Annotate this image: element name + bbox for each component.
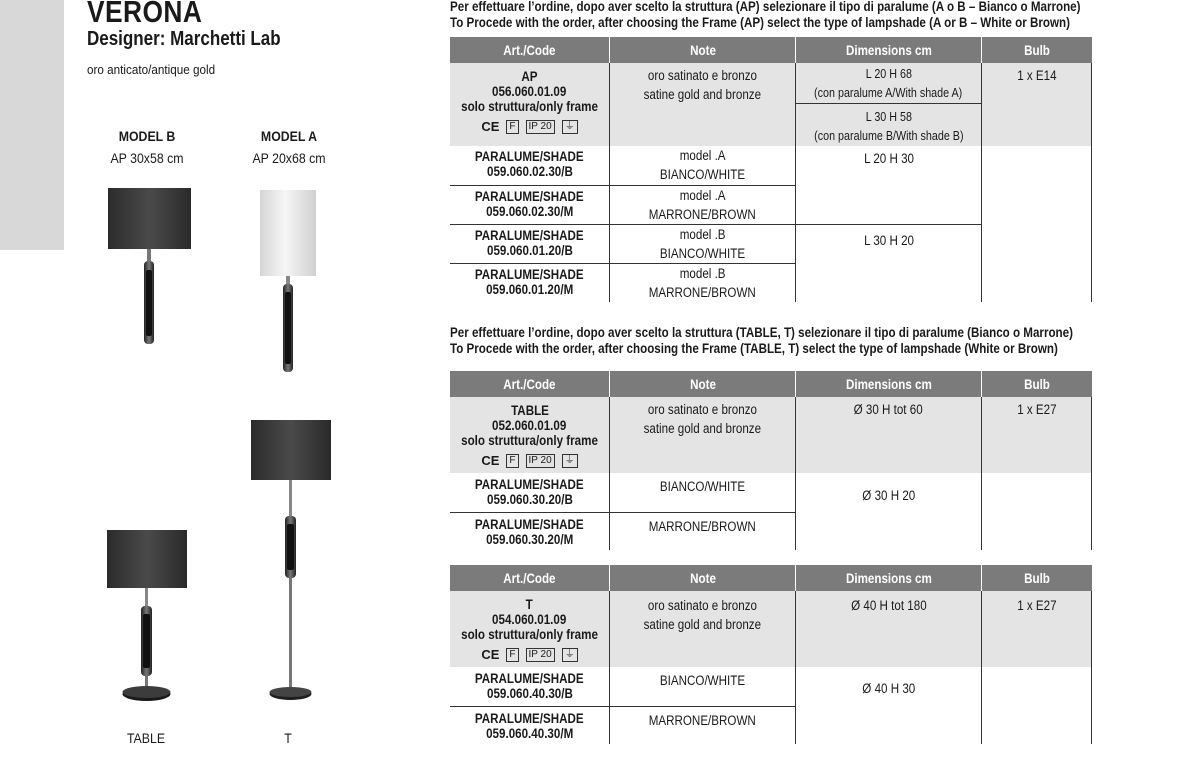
- ground-icon: ⏚: [562, 454, 578, 468]
- shade-note-cell: model .B BIANCO/WHITE: [610, 224, 796, 263]
- col-header-code: Art./Code: [450, 565, 610, 591]
- table-row: [450, 397, 1092, 473]
- side-tab: [0, 0, 64, 250]
- cert-icons: [450, 117, 609, 136]
- col-header-bulb: Bulb: [982, 371, 1092, 397]
- frame-code-cell: TABLE 052.060.01.09 solo struttura/only frame CE F IP 20 ⏚: [450, 397, 610, 473]
- col-header-code: Art./Code: [450, 37, 610, 63]
- ground-icon: ⏚: [562, 120, 578, 134]
- ce-mark-icon: CE: [481, 119, 500, 134]
- shade-bulb-cell: [982, 473, 1092, 550]
- shade-dimension: Ø 30 H 20: [796, 473, 982, 550]
- ip20-icon: IP 20: [526, 454, 555, 468]
- shade-dimension: Ø 40 H 30: [796, 667, 982, 744]
- shade-code-cell: PARALUME/SHADE 059.060.02.30/B: [450, 146, 610, 185]
- table-caption: TABLE: [126, 730, 166, 746]
- shade-code-cell: PARALUME/SHADE 059.060.40.30/M: [450, 706, 610, 744]
- designer-label: Designer: Marchetti Lab: [87, 28, 281, 50]
- frame-name: AP: [521, 69, 538, 84]
- shade-dimension-b: L 30 H 20: [796, 224, 982, 302]
- cert-icons: [450, 451, 609, 470]
- frame-note-cell: oro satinato e bronzo satine gold and bronze: [610, 397, 796, 473]
- shade-note-cell: BIANCO/WHITE: [610, 667, 796, 706]
- ce-mark-icon: CE: [481, 647, 500, 662]
- frame-code-cell: T 054.060.01.09 solo struttura/only frame CE F IP 20 ⏚: [450, 591, 610, 667]
- shade-note-cell: model .A MARRONE/BROWN: [610, 185, 796, 224]
- instructions-table-it: Per effettuare l’ordine, dopo aver scelto la struttura (TABLE, T) selezionare il tipo di paralume (Bianco o Marrone): [450, 325, 1073, 340]
- table-row: [450, 667, 1092, 706]
- frame-dimension-b: L 30 H 58 (con paralume B/With shade B): [796, 104, 982, 147]
- col-header-note: Note: [610, 37, 796, 63]
- page-title: VERONA: [87, 0, 203, 29]
- frame-subtitle: solo struttura/only frame: [461, 99, 598, 114]
- table-row: [450, 63, 1092, 104]
- model-a-name: MODEL A: [260, 128, 318, 144]
- frame-dimension: Ø 30 H tot 60: [796, 397, 982, 473]
- instructions-ap-en: To Procede with the order, after choosing the Frame (AP) select the type of lampshade (A or B – White or Brown): [450, 15, 1070, 30]
- f-mark-icon: F: [506, 454, 518, 468]
- shade-code-cell: PARALUME/SHADE 059.060.02.30/M: [450, 185, 610, 224]
- table-header-row: [450, 371, 1092, 397]
- spec-table-ap: [450, 37, 1092, 302]
- table-header-row: [450, 37, 1092, 63]
- table-row: [450, 591, 1092, 667]
- shade-code-cell: PARALUME/SHADE 059.060.40.30/B: [450, 667, 610, 706]
- model-a-size: AP 20x68 cm: [252, 150, 326, 166]
- frame-note-cell: oro satinato e bronzo satine gold and bronze: [610, 591, 796, 667]
- shade-note-cell: model .A BIANCO/WHITE: [610, 146, 796, 185]
- shade-note-cell: BIANCO/WHITE: [610, 473, 796, 512]
- frame-dimension: Ø 40 H tot 180: [796, 591, 982, 667]
- ip20-icon: IP 20: [526, 648, 555, 662]
- shade-bulb-cell: [982, 146, 1092, 302]
- col-header-dimensions: Dimensions cm: [796, 371, 982, 397]
- spec-table-t: [450, 565, 1092, 744]
- instructions-table-en: To Procede with the order, after choosing the Frame (TABLE, T) select the type of lampshade (White or Brown): [450, 341, 1058, 356]
- model-a-lamp-image: [254, 188, 324, 378]
- table-lamp-image: [100, 528, 195, 708]
- model-b-lamp-image: [100, 188, 200, 348]
- frame-code-cell: [450, 63, 610, 146]
- ce-mark-icon: CE: [481, 453, 500, 468]
- frame-bulb-cell: 1 x E27: [982, 397, 1092, 473]
- table-row: [450, 473, 1092, 512]
- t-floor-lamp-image: [245, 418, 335, 708]
- col-header-note: Note: [610, 565, 796, 591]
- instructions-table: [450, 325, 1073, 357]
- shade-note-cell: model .B MARRONE/BROWN: [610, 263, 796, 302]
- col-header-code: Art./Code: [450, 371, 610, 397]
- model-b-name: MODEL B: [118, 128, 176, 144]
- col-header-dimensions: Dimensions cm: [796, 37, 982, 63]
- frame-bulb-cell: 1 x E27: [982, 591, 1092, 667]
- instructions-ap-it: Per effettuare l’ordine, dopo aver scelto la struttura (AP) selezionare il tipo di paralume (A o B – Bianco o Marrone): [450, 0, 1081, 14]
- col-header-note: Note: [610, 371, 796, 397]
- instructions-ap: [450, 0, 1081, 31]
- model-b-size: AP 30x58 cm: [110, 150, 184, 166]
- finish-label: oro anticato/antique gold: [87, 62, 216, 77]
- shade-code-cell: PARALUME/SHADE 059.060.30.20/B: [450, 473, 610, 512]
- f-mark-icon: F: [506, 648, 518, 662]
- ground-icon: ⏚: [562, 648, 578, 662]
- shade-dimension-a: L 20 H 30: [796, 146, 982, 224]
- shade-note-cell: MARRONE/BROWN: [610, 512, 796, 550]
- cert-icons: [450, 645, 609, 664]
- shade-note-cell: MARRONE/BROWN: [610, 706, 796, 744]
- t-caption: T: [284, 730, 292, 746]
- table-header-row: [450, 565, 1092, 591]
- frame-dimension-a: L 20 H 68 (con paralume A/With shade A): [796, 63, 982, 104]
- shade-bulb-cell: [982, 667, 1092, 744]
- frame-bulb-cell: 1 x E14: [982, 63, 1092, 146]
- spec-table-table: [450, 371, 1092, 550]
- frame-code: 056.060.01.09: [492, 84, 567, 99]
- col-header-bulb: Bulb: [982, 37, 1092, 63]
- f-mark-icon: F: [506, 120, 518, 134]
- shade-code-cell: PARALUME/SHADE 059.060.01.20/M: [450, 263, 610, 302]
- shade-code-cell: PARALUME/SHADE 059.060.01.20/B: [450, 224, 610, 263]
- shade-code-cell: PARALUME/SHADE 059.060.30.20/M: [450, 512, 610, 550]
- col-header-bulb: Bulb: [982, 565, 1092, 591]
- frame-note-cell: oro satinato e bronzo satine gold and bronze: [610, 63, 796, 146]
- ip20-icon: IP 20: [526, 120, 555, 134]
- col-header-dimensions: Dimensions cm: [796, 565, 982, 591]
- table-row: [450, 146, 1092, 185]
